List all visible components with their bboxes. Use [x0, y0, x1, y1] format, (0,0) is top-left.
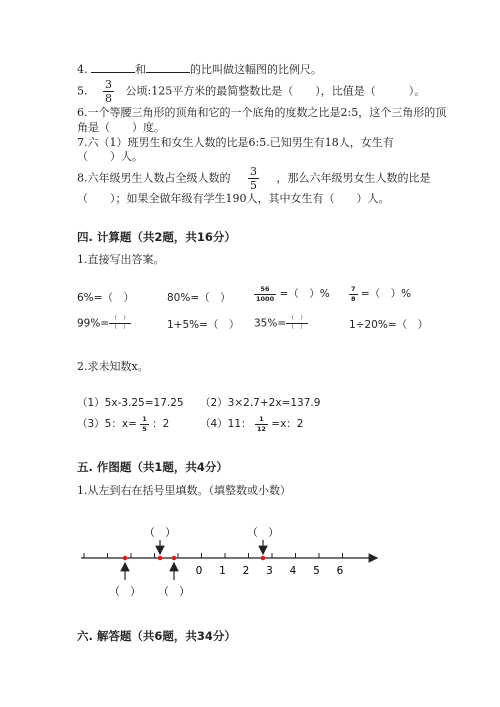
answer-bracket: （ ）: [158, 586, 190, 598]
denominator: 12: [256, 424, 266, 433]
equation-head: （4）11：: [200, 418, 252, 430]
calc-item-80-percent: 80%=（ ）: [167, 292, 231, 304]
equation-1: （1）5x-3.25=17.25: [77, 397, 184, 409]
denominator: 8: [351, 294, 356, 303]
question-8-line-1: [77, 166, 431, 191]
tick-label: 1: [219, 565, 226, 577]
calc-tail: =（ ）%: [360, 288, 412, 300]
calc-item-1-plus-5-percent: 1+5%=（ ）: [167, 319, 240, 331]
calc-head: 99%=: [77, 317, 110, 330]
question-5: [77, 79, 425, 104]
equation-tail: =x：2: [271, 418, 304, 430]
calc-1-prompt: 1.直接写出答案。: [77, 253, 165, 266]
answer-bracket: （ ）: [109, 586, 141, 598]
tick-label: 2: [242, 565, 250, 577]
number-line: [75, 524, 395, 604]
equation-head: （3）5：x=: [77, 418, 137, 430]
equation-4: [200, 416, 303, 432]
numerator: 1: [142, 415, 147, 423]
fraction: [255, 416, 268, 432]
joiner-text: 和: [135, 63, 146, 76]
question-number: 5.: [77, 84, 88, 98]
question-7-line-2: （ ）人。: [77, 150, 143, 163]
tick-label: 4: [289, 565, 297, 577]
question-6-line-2: 角是（ ）度。: [77, 121, 165, 134]
answer-bracket: （ ）: [247, 527, 279, 539]
question-text: 公顷:125平方米的最简整数比是（ ），比值是（ ）。: [125, 84, 426, 98]
calc-tail: =（ ）%: [279, 288, 330, 300]
section-4-title: 四. 计算题（共2题，共16分）: [77, 230, 236, 244]
tick-label: 5: [313, 565, 320, 577]
calc-item-35-percent: [254, 316, 308, 331]
calc-2-prompt: 2.求未知数x。: [77, 360, 149, 373]
denominator: 5: [250, 179, 257, 192]
question-text: ，那么六年级男女生人数的比是: [276, 171, 431, 185]
denominator: （ ）: [111, 324, 130, 331]
numerator: 56: [254, 286, 276, 295]
numerator: （ ）: [111, 315, 130, 322]
tick-label: 6: [336, 565, 344, 577]
numerator: 3: [250, 165, 257, 178]
calc-head: 35%=: [254, 317, 287, 330]
calc-item-6-percent: 6%=（ ）: [77, 292, 134, 304]
fraction: [254, 286, 276, 302]
numerator: 3: [105, 78, 112, 91]
question-text: 的比叫做这幅图的比例尺。: [190, 63, 322, 76]
fraction: [286, 316, 308, 331]
calc-item-56-over-1000: [254, 286, 330, 302]
denominator: （ ）: [288, 324, 307, 331]
denominator: 5: [142, 424, 147, 433]
fraction: [248, 166, 259, 191]
marked-point: [123, 556, 128, 561]
equation-3: [77, 416, 169, 432]
numerator: 7: [351, 285, 356, 293]
answer-bracket: （ ）: [144, 527, 176, 539]
equation-2: （2）3×2.7+2x=137.9: [200, 397, 321, 409]
marked-point: [158, 556, 163, 561]
tick-label: 0: [195, 565, 203, 577]
tick-label: 3: [266, 565, 273, 577]
numerator: （ ）: [288, 315, 307, 322]
answer-blank: [146, 62, 190, 73]
marked-point: [261, 556, 266, 561]
fraction: [349, 286, 358, 302]
denominator: 1000: [256, 294, 275, 303]
equation-tail: ：2: [152, 418, 170, 430]
question-8-line-2: （ ）；如果全做年级有学生190人，其中女生有（ ）人。: [77, 192, 390, 205]
question-6-line-1: 6.一个等腰三角形的顶角和它的一个底角的度数之比是2:5，这个三角形的顶: [77, 106, 447, 119]
question-4: [77, 62, 322, 77]
calc-item-7-over-8: [349, 286, 411, 302]
section-6-title: 六. 解答题（共6题，共34分）: [77, 629, 236, 643]
question-7-line-1: 7.六（1）班男生和女生人数的比是6:5.已知男生有18人，女生有: [77, 136, 394, 149]
fraction: [109, 316, 131, 331]
marked-point: [172, 556, 177, 561]
answer-blank: [91, 62, 135, 73]
fraction: [140, 416, 149, 432]
numerator: 1: [255, 416, 268, 425]
denominator: 8: [105, 92, 112, 105]
fraction: [103, 79, 114, 104]
draw-1-prompt: 1.从左到右在括号里填数。（填整数或小数）: [77, 484, 291, 497]
section-5-title: 五. 作图题（共1题，共4分）: [77, 460, 228, 474]
question-text: 8.六年级男生人数占全级人数的: [77, 171, 231, 185]
calc-item-1-div-20-percent: 1÷20%=（ ）: [349, 319, 429, 331]
question-number: 4.: [77, 63, 88, 76]
calc-item-99-percent: [77, 316, 131, 331]
